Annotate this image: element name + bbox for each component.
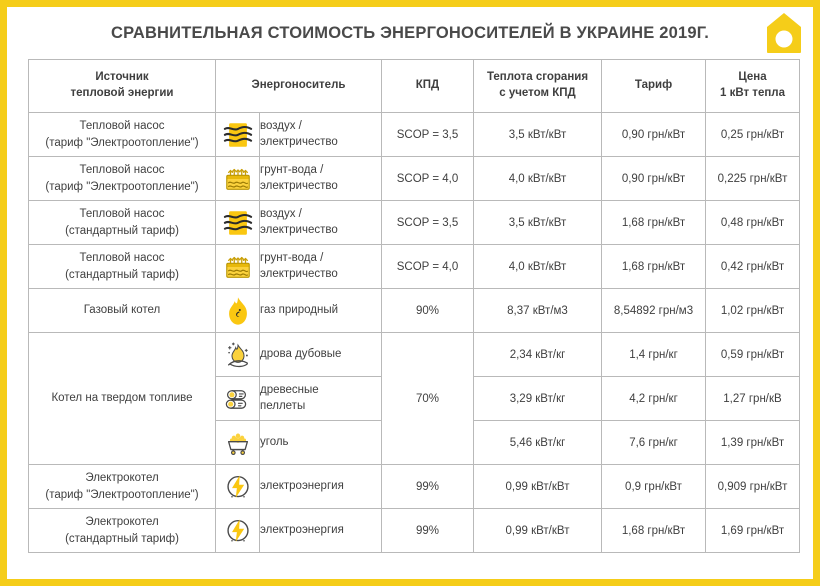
cell-heat: 5,46 кВт/кг bbox=[474, 421, 602, 465]
cell-source bbox=[29, 509, 216, 553]
cell-tariff: 0,90 грн/кВт bbox=[602, 157, 706, 201]
cell-source bbox=[29, 201, 216, 245]
cell-source-line1: Тепловой насос bbox=[79, 207, 165, 220]
cell-heat: 2,34 кВт/кг bbox=[474, 333, 602, 377]
page-title: СРАВНИТЕЛЬНАЯ СТОИМОСТЬ ЭНЕРГОНОСИТЕЛЕЙ В УКРАИНЕ 2019Г. bbox=[110, 23, 710, 42]
cell-carrier bbox=[260, 201, 382, 245]
cell-source-line2: (стандартный тариф) bbox=[65, 224, 179, 237]
cell-carrier-line2: электричество bbox=[260, 267, 338, 280]
cell-carrier-line1: дрова дубовые bbox=[260, 347, 342, 360]
cell-carrier-line1: грунт-вода / bbox=[260, 251, 324, 264]
cell-carrier-icon bbox=[216, 509, 260, 553]
cell-price: 0,909 грн/кВт bbox=[706, 465, 800, 509]
electricity-bolt-icon bbox=[223, 516, 253, 546]
cell-carrier-icon bbox=[216, 465, 260, 509]
cell-carrier-line1: электроэнергия bbox=[260, 523, 344, 536]
cell-source-line1: Электрокотел bbox=[85, 515, 159, 528]
cell-source bbox=[29, 157, 216, 201]
column-header-kpd-label: КПД bbox=[415, 79, 440, 92]
cell-source-line2: (стандартный тариф) bbox=[65, 268, 179, 281]
cell-carrier bbox=[260, 157, 382, 201]
table-row bbox=[29, 201, 800, 245]
cell-tariff: 4,2 грн/кг bbox=[602, 377, 706, 421]
cell-carrier-line2: электричество bbox=[260, 135, 338, 148]
cell-heat: 4,0 кВт/кВт bbox=[474, 245, 602, 289]
column-header-kpd bbox=[382, 60, 474, 113]
electricity-bolt-icon bbox=[223, 472, 253, 502]
cell-tariff: 1,4 грн/кг bbox=[602, 333, 706, 377]
house-icon bbox=[766, 12, 802, 54]
cell-heat: 0,99 кВт/кВт bbox=[474, 465, 602, 509]
cell-carrier-line1: газ природный bbox=[260, 303, 339, 316]
cell-price: 0,59 грн/кВт bbox=[706, 333, 800, 377]
table-row bbox=[29, 333, 800, 377]
table-header bbox=[29, 60, 800, 113]
cell-heat: 3,29 кВт/кг bbox=[474, 377, 602, 421]
table-row bbox=[29, 509, 800, 553]
cell-carrier-icon bbox=[216, 421, 260, 465]
cell-tariff: 0,9 грн/кВт bbox=[602, 465, 706, 509]
cell-tariff: 8,54892 грн/м3 bbox=[602, 289, 706, 333]
column-header-heat bbox=[474, 60, 602, 113]
ground-water-icon bbox=[223, 252, 253, 282]
cell-kpd: SCOP = 4,0 bbox=[382, 245, 474, 289]
cell-source-line1: Тепловой насос bbox=[79, 251, 165, 264]
cell-source bbox=[29, 465, 216, 509]
table-row bbox=[29, 245, 800, 289]
cell-price: 1,27 грн/кВ bbox=[706, 377, 800, 421]
air-waves-icon bbox=[223, 120, 253, 150]
comparison-table-wrapper bbox=[7, 59, 813, 553]
table-row bbox=[29, 465, 800, 509]
cell-source bbox=[29, 245, 216, 289]
cell-carrier bbox=[260, 113, 382, 157]
column-header-carrier bbox=[216, 60, 382, 113]
cell-source-line2: (тариф "Электроотопление") bbox=[45, 136, 199, 149]
cell-source bbox=[29, 113, 216, 157]
cell-carrier-line1: электроэнергия bbox=[260, 479, 344, 492]
cell-carrier-line2: пеллеты bbox=[260, 399, 306, 412]
cell-carrier-icon bbox=[216, 157, 260, 201]
cell-kpd: 70% bbox=[382, 333, 474, 465]
column-header-tariff-label: Тариф bbox=[634, 79, 673, 92]
cell-carrier bbox=[260, 377, 382, 421]
column-header-heat-line1: Теплота сгорания bbox=[486, 71, 589, 84]
cell-carrier-line1: уголь bbox=[260, 435, 289, 448]
column-header-tariff bbox=[602, 60, 706, 113]
cell-price: 1,02 грн/кВт bbox=[706, 289, 800, 333]
cell-carrier bbox=[260, 421, 382, 465]
cell-carrier-icon bbox=[216, 377, 260, 421]
cell-kpd: SCOP = 4,0 bbox=[382, 157, 474, 201]
cell-heat: 3,5 кВт/кВт bbox=[474, 201, 602, 245]
cell-price: 1,69 грн/кВт bbox=[706, 509, 800, 553]
cell-carrier-icon bbox=[216, 201, 260, 245]
cell-price: 1,39 грн/кВт bbox=[706, 421, 800, 465]
cell-kpd: 90% bbox=[382, 289, 474, 333]
column-header-carrier-label: Энергоноситель bbox=[251, 79, 346, 92]
cell-carrier-icon bbox=[216, 245, 260, 289]
column-header-price-line1: Цена bbox=[738, 71, 767, 84]
cell-tariff: 0,90 грн/кВт bbox=[602, 113, 706, 157]
column-header-heat-line2: с учетом КПД bbox=[499, 87, 576, 99]
column-header-price-line2: 1 кВт тепла bbox=[719, 87, 785, 99]
cell-source-line2: (тариф "Электроотопление") bbox=[45, 488, 199, 501]
cell-carrier bbox=[260, 509, 382, 553]
cell-kpd: 99% bbox=[382, 509, 474, 553]
cell-source-line1: Котел на твердом топливе bbox=[51, 392, 193, 405]
column-header-source-line2: тепловой энергии bbox=[70, 87, 174, 99]
energy-cost-comparison-table bbox=[28, 59, 800, 553]
cell-source-line1: Тепловой насос bbox=[79, 119, 165, 132]
firewood-icon bbox=[223, 340, 253, 370]
cell-heat: 4,0 кВт/кВт bbox=[474, 157, 602, 201]
cell-tariff: 1,68 грн/кВт bbox=[602, 245, 706, 289]
cell-source-line2: (стандартный тариф) bbox=[65, 532, 179, 545]
cell-carrier-icon bbox=[216, 289, 260, 333]
page-header bbox=[7, 7, 813, 59]
cell-carrier bbox=[260, 289, 382, 333]
cell-tariff: 1,68 грн/кВт bbox=[602, 509, 706, 553]
table-row bbox=[29, 113, 800, 157]
cell-price: 0,25 грн/кВт bbox=[706, 113, 800, 157]
column-header-source-line1: Источник bbox=[95, 71, 149, 84]
cell-source-line2: (тариф "Электроотопление") bbox=[45, 180, 199, 193]
cell-tariff: 7,6 грн/кг bbox=[602, 421, 706, 465]
cell-carrier bbox=[260, 245, 382, 289]
cell-carrier-icon bbox=[216, 333, 260, 377]
cell-source-line1: Электрокотел bbox=[85, 471, 159, 484]
cell-source-line1: Тепловой насос bbox=[79, 163, 165, 176]
cell-carrier-line1: древесные bbox=[260, 383, 319, 396]
cell-kpd: SCOP = 3,5 bbox=[382, 113, 474, 157]
cell-carrier-line1: грунт-вода / bbox=[260, 163, 324, 176]
cell-carrier-line1: воздух / bbox=[260, 207, 302, 220]
table-row bbox=[29, 157, 800, 201]
column-header-source bbox=[29, 60, 216, 113]
flame-icon bbox=[223, 296, 253, 326]
cell-carrier-icon bbox=[216, 113, 260, 157]
cell-source-line1: Газовый котел bbox=[83, 304, 161, 317]
header-row bbox=[29, 60, 800, 113]
cell-carrier-line1: воздух / bbox=[260, 119, 302, 132]
cell-carrier-line2: электричество bbox=[260, 223, 338, 236]
cell-price: 0,225 грн/кВт bbox=[706, 157, 800, 201]
cell-tariff: 1,68 грн/кВт bbox=[602, 201, 706, 245]
cell-heat: 8,37 кВт/м3 bbox=[474, 289, 602, 333]
coal-cart-icon bbox=[223, 428, 253, 458]
cell-price: 0,42 грн/кВт bbox=[706, 245, 800, 289]
cell-source bbox=[29, 333, 216, 465]
table-row bbox=[29, 289, 800, 333]
cell-heat: 3,5 кВт/кВт bbox=[474, 113, 602, 157]
cell-kpd: 99% bbox=[382, 465, 474, 509]
table-body bbox=[29, 113, 800, 553]
cell-kpd: SCOP = 3,5 bbox=[382, 201, 474, 245]
cell-carrier-line2: электричество bbox=[260, 179, 338, 192]
air-waves-icon bbox=[223, 208, 253, 238]
cell-price: 0,48 грн/кВт bbox=[706, 201, 800, 245]
cell-carrier bbox=[260, 465, 382, 509]
pellets-icon bbox=[223, 384, 253, 414]
column-header-price bbox=[706, 60, 800, 113]
cell-heat: 0,99 кВт/кВт bbox=[474, 509, 602, 553]
ground-water-icon bbox=[223, 164, 253, 194]
cell-source bbox=[29, 289, 216, 333]
cell-carrier bbox=[260, 333, 382, 377]
